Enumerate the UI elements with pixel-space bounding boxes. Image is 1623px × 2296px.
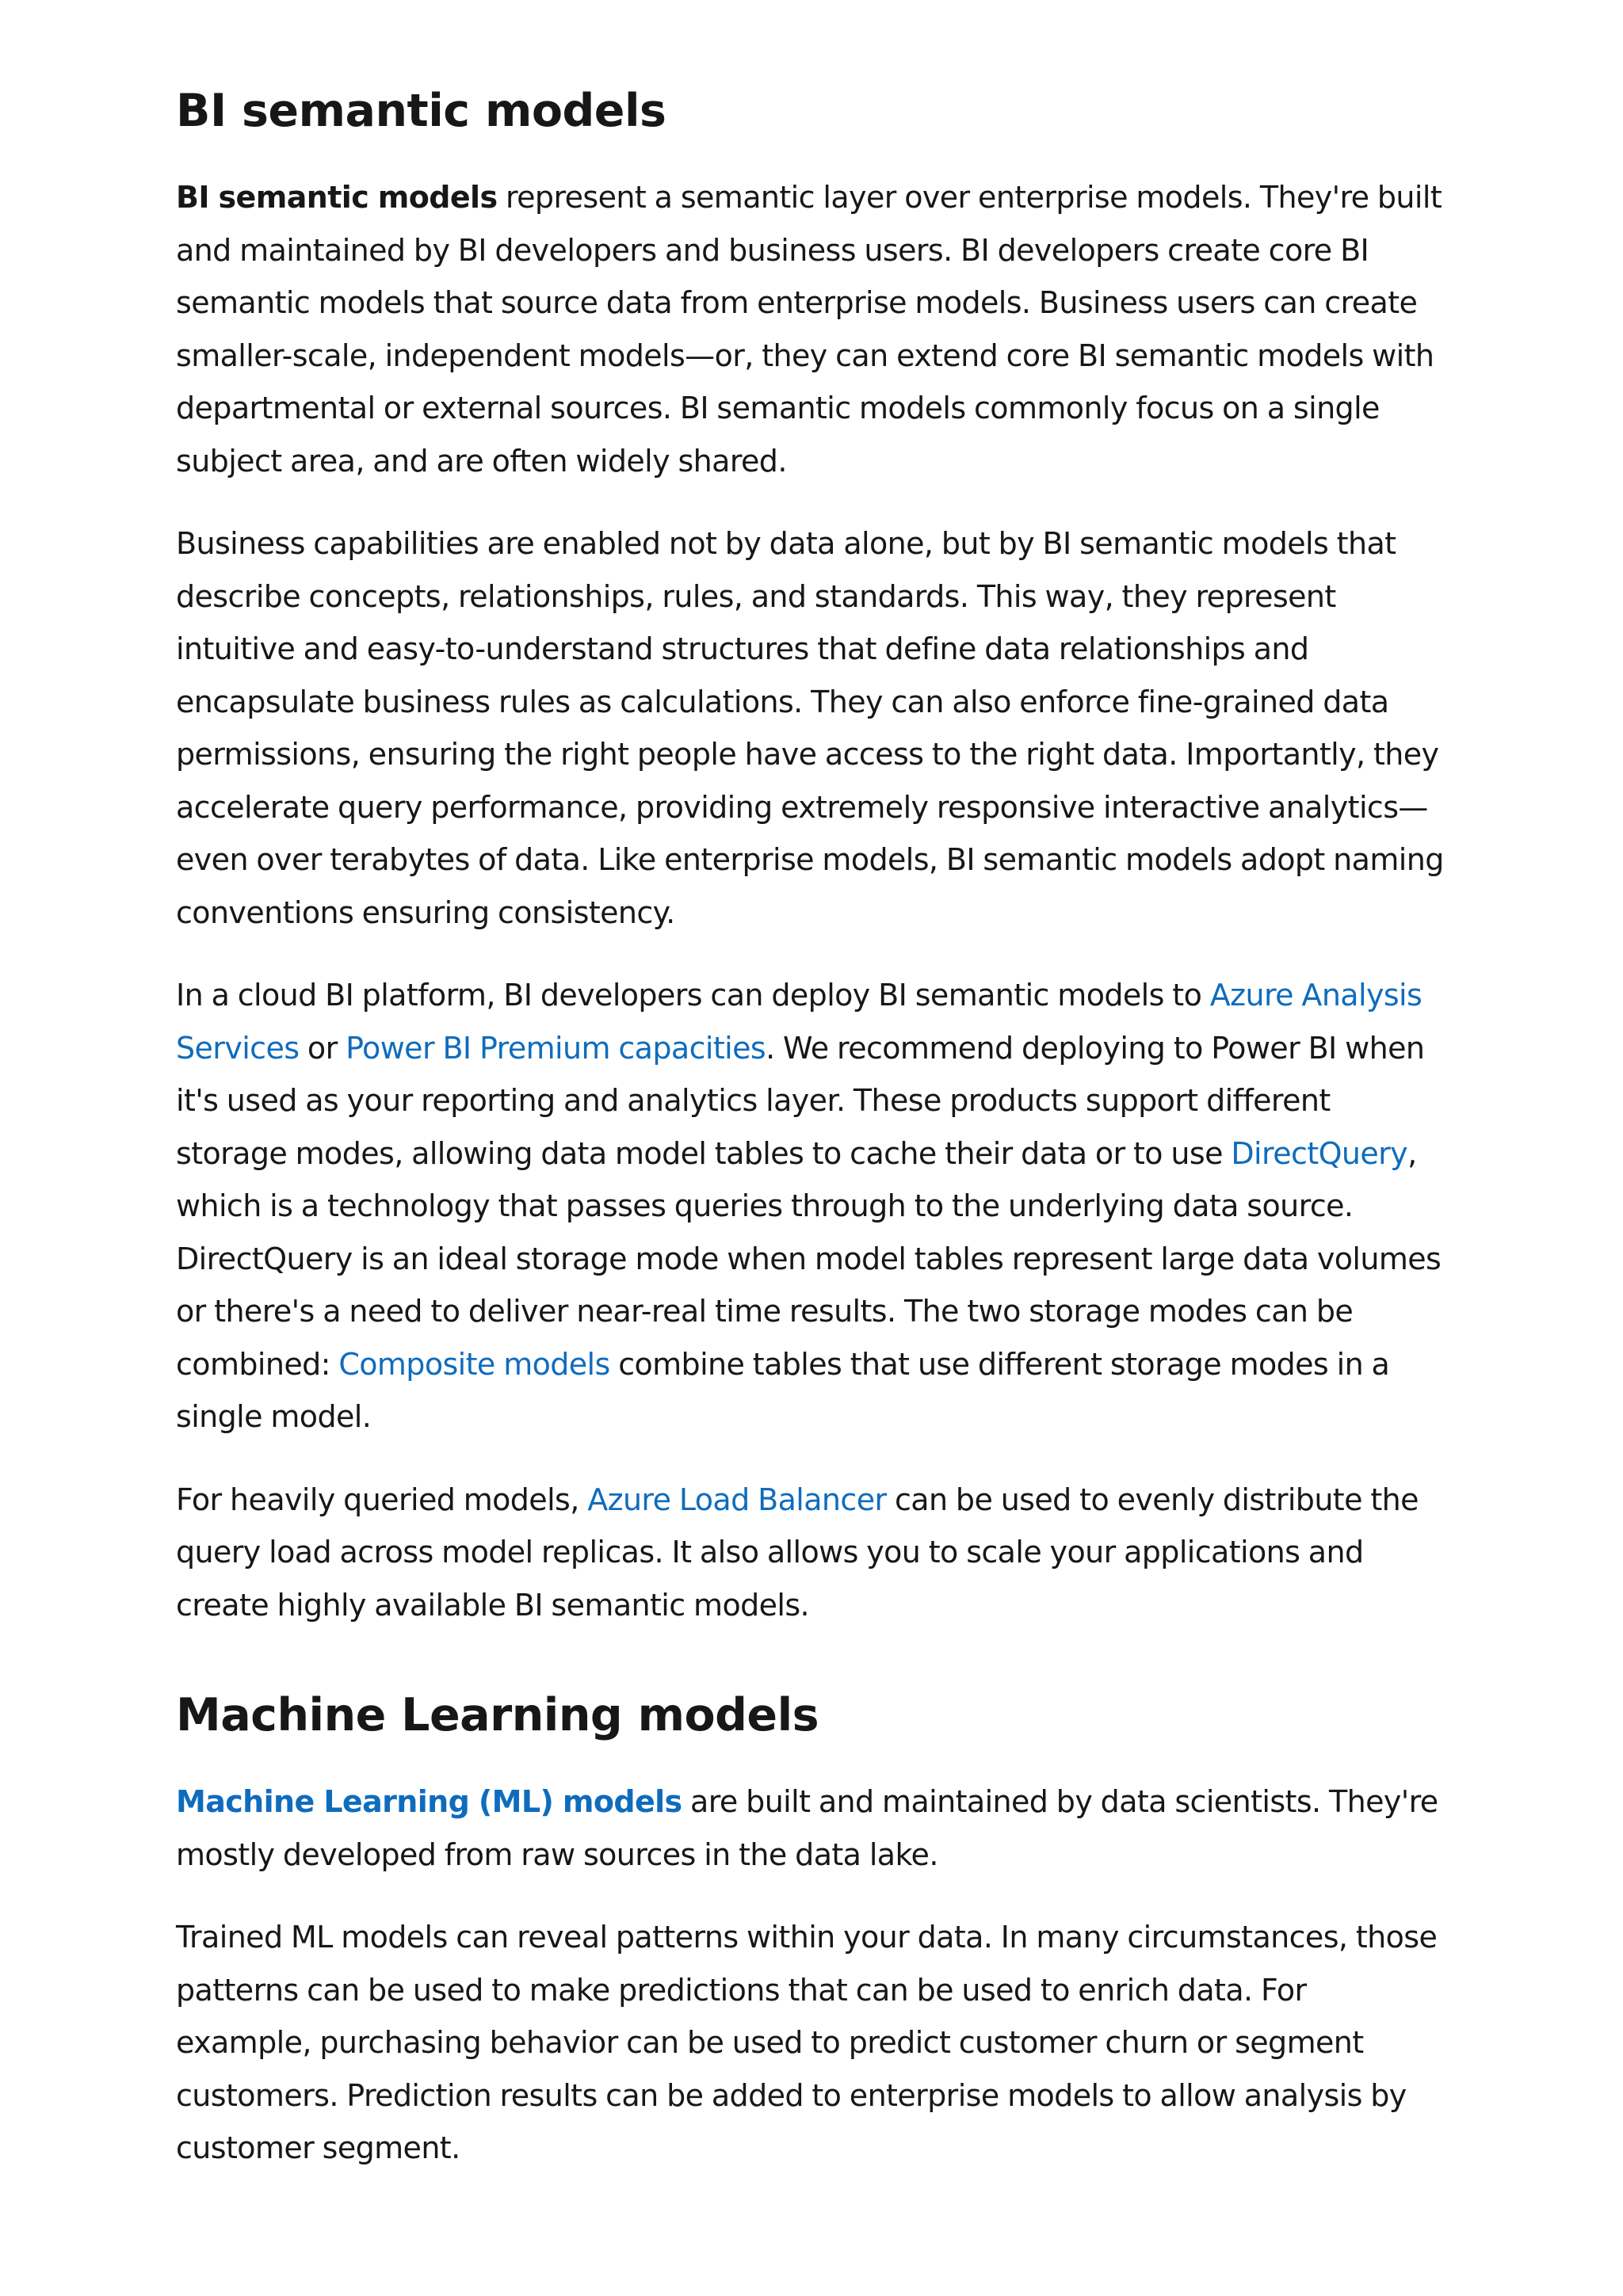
bi-term-bold: BI semantic models bbox=[176, 180, 498, 215]
bi-paragraph-4 bbox=[176, 1474, 1449, 1632]
bi-paragraph-3-text-3: . We recommend deploying to Power BI when it's used as your reporting and analytics layer. These products support different storage modes, allowing data model tables to cache their data or to use bbox=[176, 1030, 1425, 1171]
bi-paragraph-3-text-1: In a cloud BI platform, BI developers can deploy BI semantic models to bbox=[176, 978, 1210, 1013]
ml-paragraph-2: Trained ML models can reveal patterns within your data. In many circumstances, those patterns can be used to make predictions that can be used to enrich data. For example, purchasing behavior can be used to predict customer churn or segment customers. Prediction results can be added to enterprise models to allow analysis by customer segment. bbox=[176, 1920, 1438, 2165]
bi-paragraph-1-text: represent a semantic layer over enterprise models. They're built and maintained by BI developers and business users. BI developers create core BI semantic models that source data from enterprise models. Business users can create smaller-scale, independent models—or, they can extend core BI semantic models with departmental or external sources. BI semantic models commonly focus on a single subject area, and are often widely shared. bbox=[176, 180, 1442, 479]
composite-models-link[interactable]: Composite models bbox=[338, 1346, 610, 1382]
bi-paragraph-3 bbox=[176, 969, 1449, 1444]
bi-paragraph-2: Business capabilities are enabled not by data alone, but by BI semantic models that describe concepts, relationships, rules, and standards. This way, they represent intuitive and easy-to-understand structures that define data relationships and encapsulate business rules as calculations. They can also enforce fine-grained data permissions, ensuring the right people have access to the right data. Importantly, they accelerate query performance, providing extremely responsive interactive analytics—even over terabytes of data. Like enterprise models, BI semantic models adopt naming conventions ensuring consistency. bbox=[176, 526, 1444, 930]
bi-paragraph-3-text-4: , which is a technology that passes queries through to the underlying data source. DirectQuery is an ideal storage mode when model tables represent large data volumes or there's a need to deliver near-real time results. The two storage modes can be combined: bbox=[176, 1135, 1442, 1382]
bi-paragraph-1 bbox=[176, 171, 1449, 487]
machine-learning-models-link[interactable]: Machine Learning (ML) models bbox=[176, 1784, 682, 1819]
power-bi-premium-capacities-link[interactable]: Power BI Premium capacities bbox=[346, 1030, 766, 1066]
ml-paragraph-1 bbox=[176, 1775, 1449, 1881]
section-heading-bi-semantic-models: BI semantic models bbox=[176, 85, 666, 137]
directquery-link[interactable]: DirectQuery bbox=[1231, 1135, 1408, 1171]
bi-paragraph-4-text-1: For heavily queried models, bbox=[176, 1482, 588, 1517]
section-heading-machine-learning-models: Machine Learning models bbox=[176, 1689, 819, 1741]
ml-paragraph-1-text: are built and maintained by data scientists. They're mostly developed from raw sources in the data lake. bbox=[176, 1784, 1438, 1872]
bi-paragraph-3-text-5: combine tables that use different storage modes in a single model. bbox=[176, 1346, 1390, 1434]
azure-analysis-services-link[interactable]: Azure Analysis Services bbox=[176, 978, 1423, 1066]
azure-load-balancer-link[interactable]: Azure Load Balancer bbox=[587, 1482, 887, 1517]
bi-paragraph-3-text-2: or bbox=[299, 1030, 346, 1066]
bi-paragraph-4-text-2: can be used to evenly distribute the query load across model replicas. It also allows you to scale your applications and create highly available BI semantic models. bbox=[176, 1482, 1419, 1623]
